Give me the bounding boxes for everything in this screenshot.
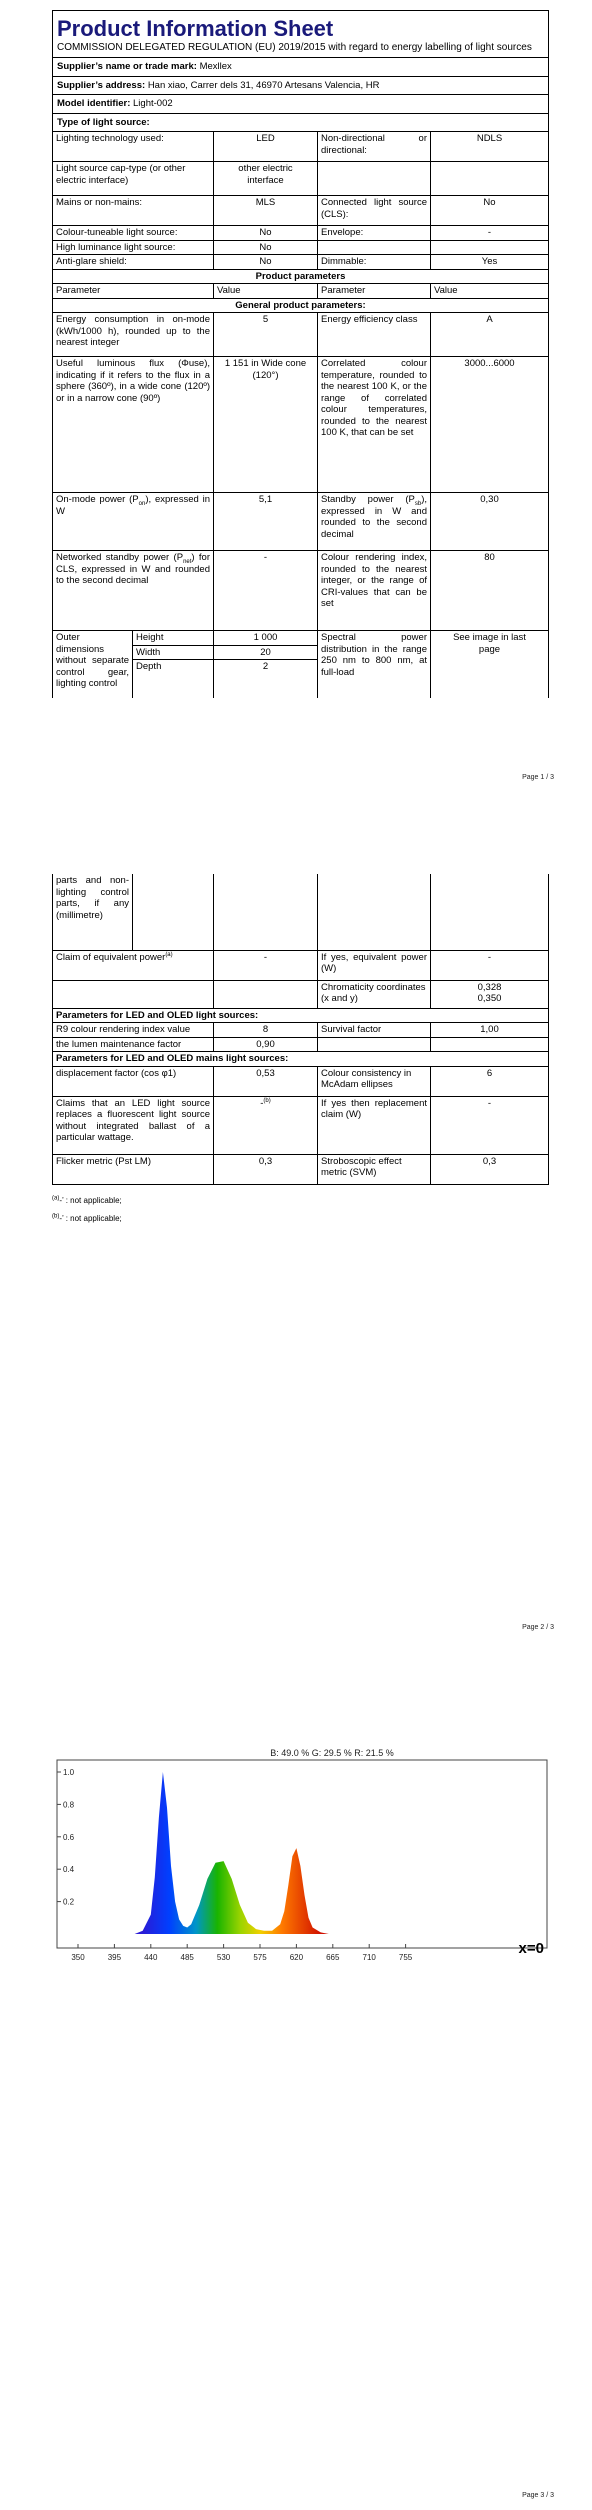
x-tick-label: 755	[398, 1953, 413, 1962]
x-tick-label: 440	[144, 1953, 158, 1962]
equivalent-power-label: If yes, equivalent power (W)	[318, 950, 431, 980]
lighting-technology-label: Lighting technology used:	[53, 132, 214, 162]
luminous-flux-label: Useful luminous flux (Φuse), indicating if it refers to the flux in a sphere (360º), in a wide cone (120º) or in a narrow cone (90º)	[53, 357, 214, 493]
footnote-b: $^{(b)}$-’ : not applicable;	[52, 1213, 122, 1223]
supplier-address-label: Supplier’s address:	[57, 79, 146, 91]
x-tick-label: 530	[216, 1953, 231, 1962]
page-1	[0, 0, 592, 790]
page-title: Product Information Sheet	[57, 16, 334, 41]
chromaticity-value	[431, 980, 549, 1008]
luminous-flux-value: 1 151 in Wide cone (120°)	[214, 357, 318, 493]
chromaticity-y: 0,350	[477, 993, 502, 1004]
width-value: 20	[214, 645, 318, 660]
cct-value: 3000...6000	[431, 357, 549, 493]
info-table-page-1	[52, 10, 549, 698]
depth-value: 2	[214, 660, 318, 698]
width-label: Width	[133, 645, 214, 660]
dimmable-value: Yes	[431, 255, 549, 270]
col-parameter-header-2: Parameter	[318, 284, 431, 299]
equivalent-power-value: -	[431, 950, 549, 980]
on-mode-power-label: On-mode power $(P_{on})$, expressed in W	[53, 493, 214, 551]
cap-type-label: Light source cap-type (or other electric interface)	[53, 162, 214, 196]
mains-label: Mains or non-mains:	[53, 196, 214, 226]
r9-label: R9 colour rendering index value	[53, 1023, 214, 1038]
high-luminance-value: No	[214, 240, 318, 255]
page-2	[0, 838, 592, 1638]
displacement-factor-value: 0,53	[214, 1066, 318, 1096]
cct-label: Correlated colour temperature, rounded to the nearest 100 K, or the range of correlated colour temperatures, rounded to the nearest 100 K, that can be set	[318, 357, 431, 493]
anti-glare-label: Anti-glare shield:	[53, 255, 214, 270]
dimmable-label: Dimmable:	[318, 255, 431, 270]
type-of-light-source-heading: Type of light source:	[53, 113, 549, 132]
svm-value: 0,3	[431, 1154, 549, 1184]
x-tick-label: 710	[362, 1953, 376, 1962]
y-tick-label: 0.8	[63, 1800, 75, 1810]
colour-tuneable-value: No	[214, 226, 318, 241]
y-tick-label: 0.2	[63, 1897, 75, 1907]
networked-standby-label: Networked standby power $(P_{net})$ for CLS, expressed in W and rounded to the second decimal	[53, 551, 214, 631]
spectral-distribution-value: See image in last page	[431, 631, 549, 698]
spectral-power-chart	[0, 1700, 592, 2060]
model-identifier-label: Model identifier:	[57, 98, 131, 109]
led-parameters-heading: Parameters for LED and OLED light sources:	[53, 1008, 549, 1023]
flicker-metric-value: 0,3	[214, 1154, 318, 1184]
page-number: Page 3 / 3	[522, 2492, 554, 2499]
page-number: Page 1 / 3	[522, 774, 554, 781]
height-label: Height	[133, 631, 214, 646]
supplier-name-label: Supplier’s name or trade mark:	[57, 61, 197, 72]
x-tick-label: 350	[71, 1953, 85, 1962]
cls-label: Connected light source (CLS):	[318, 196, 431, 226]
info-table-page-2	[52, 874, 549, 1185]
model-identifier-value: Light-002	[133, 98, 173, 109]
survival-factor-label: Survival factor	[318, 1023, 431, 1038]
envelope-label: Envelope:	[318, 226, 431, 241]
cap-type-value: other electric interface	[214, 162, 318, 196]
chromaticity-x: 0,328	[477, 981, 502, 993]
supplier-address-value: Han xiao, Carrer dels 31, 46970 Artesans Valencia, HR	[147, 79, 380, 91]
supplier-name-value: Mexllex	[199, 61, 232, 72]
mains-parameters-heading: Parameters for LED and OLED mains light sources:	[53, 1052, 549, 1067]
svm-label: Stroboscopic effect metric (SVM)	[318, 1154, 431, 1184]
height-value: 1 000	[214, 631, 318, 646]
product-parameters-heading: Product parameters	[53, 269, 549, 284]
general-parameters-heading: General product parameters:	[53, 298, 549, 313]
replacement-claim-value: -	[431, 1096, 549, 1154]
directional-label: Non-directional or directional:	[318, 132, 431, 162]
x-tick-label: 665	[326, 1953, 340, 1962]
fluorescent-claim-value: -$^{(b)}$	[214, 1096, 318, 1154]
networked-standby-value: -	[214, 551, 318, 631]
high-luminance-label: High luminance light source:	[53, 240, 214, 255]
energy-consumption-value: 5	[214, 313, 318, 357]
y-tick-label: 0.6	[63, 1832, 75, 1842]
chromaticity-label: Chromaticity coordinates (x and y)	[318, 980, 431, 1008]
fluorescent-claim-label: Claims that an LED light source replaces a fluorescent light source without integrated ballast of a particular wattage.	[53, 1096, 214, 1154]
col-value-header-2: Value	[431, 284, 549, 299]
cri-value: 80	[431, 551, 549, 631]
flicker-metric-label: Flicker metric (Pst LM)	[53, 1154, 214, 1184]
colour-tuneable-label: Colour-tuneable light source:	[53, 226, 214, 241]
x-tick-label: 575	[253, 1953, 267, 1962]
equivalent-power-claim-value: -	[214, 950, 318, 980]
anti-glare-value: No	[214, 255, 318, 270]
spectral-distribution-label: Spectral power distribution in the range 250 nm to 800 nm, at full-load	[318, 631, 431, 698]
equivalent-power-claim-label: Claim of equivalent power$^{(a)}$	[53, 950, 214, 980]
lighting-technology-value: LED	[214, 132, 318, 162]
energy-efficiency-label: Energy efficiency class	[318, 313, 431, 357]
footnote-a: $^{(a)}$-’ : not applicable;	[52, 1195, 122, 1205]
cls-value: No	[431, 196, 549, 226]
mcadam-label: Colour consistency in McAdam ellipses	[318, 1066, 431, 1096]
col-parameter-header: Parameter	[53, 284, 214, 299]
outer-dimensions-label-part1: Outer dimensions without separate control gear, lighting control	[53, 631, 133, 698]
col-value-header: Value	[214, 284, 318, 299]
corner-label: x=0	[518, 1940, 544, 1957]
displacement-factor-label: displacement factor (cos φ1)	[53, 1066, 214, 1096]
mains-value: MLS	[214, 196, 318, 226]
standby-power-value: 0,30	[431, 493, 549, 551]
chart-title: B: 49.0 % G: 29.5 % R: 21.5 %	[270, 1748, 394, 1758]
r9-value: 8	[214, 1023, 318, 1038]
energy-efficiency-value: A	[431, 313, 549, 357]
mcadam-value: 6	[431, 1066, 549, 1096]
page-number: Page 2 / 3	[522, 1624, 554, 1631]
depth-label: Depth	[133, 660, 214, 698]
x-tick-label: 395	[107, 1953, 122, 1962]
y-tick-label: 0.4	[63, 1865, 75, 1875]
page-3	[0, 1700, 592, 2510]
x-tick-label: 620	[289, 1953, 304, 1962]
directional-value: NDLS	[431, 132, 549, 162]
envelope-value: -	[431, 226, 549, 241]
on-mode-power-value: 5,1	[214, 493, 318, 551]
y-tick-label: 1.0	[63, 1768, 75, 1777]
outer-dimensions-label-part2: parts and non-lighting control parts, if any (millimetre)	[53, 874, 133, 950]
lumen-maintenance-value: 0,90	[214, 1037, 318, 1052]
lumen-maintenance-label: the lumen maintenance factor	[53, 1037, 214, 1052]
standby-power-label: Standby power $(P_{sb})$, expressed in W and rounded to the second decimal	[318, 493, 431, 551]
cri-label: Colour rendering index, rounded to the nearest integer, or the range of CRI-values that can be set	[318, 551, 431, 631]
replacement-claim-label: If yes then replacement claim (W)	[318, 1096, 431, 1154]
survival-factor-value: 1,00	[431, 1023, 549, 1038]
energy-consumption-label: Energy consumption in on-mode (kWh/1000 h), rounded up to the nearest integer	[53, 313, 214, 357]
regulation-text: COMMISSION DELEGATED REGULATION (EU) 2019/2015 with regard to energy labelling of light sources	[57, 42, 532, 53]
x-tick-label: 485	[180, 1953, 194, 1962]
